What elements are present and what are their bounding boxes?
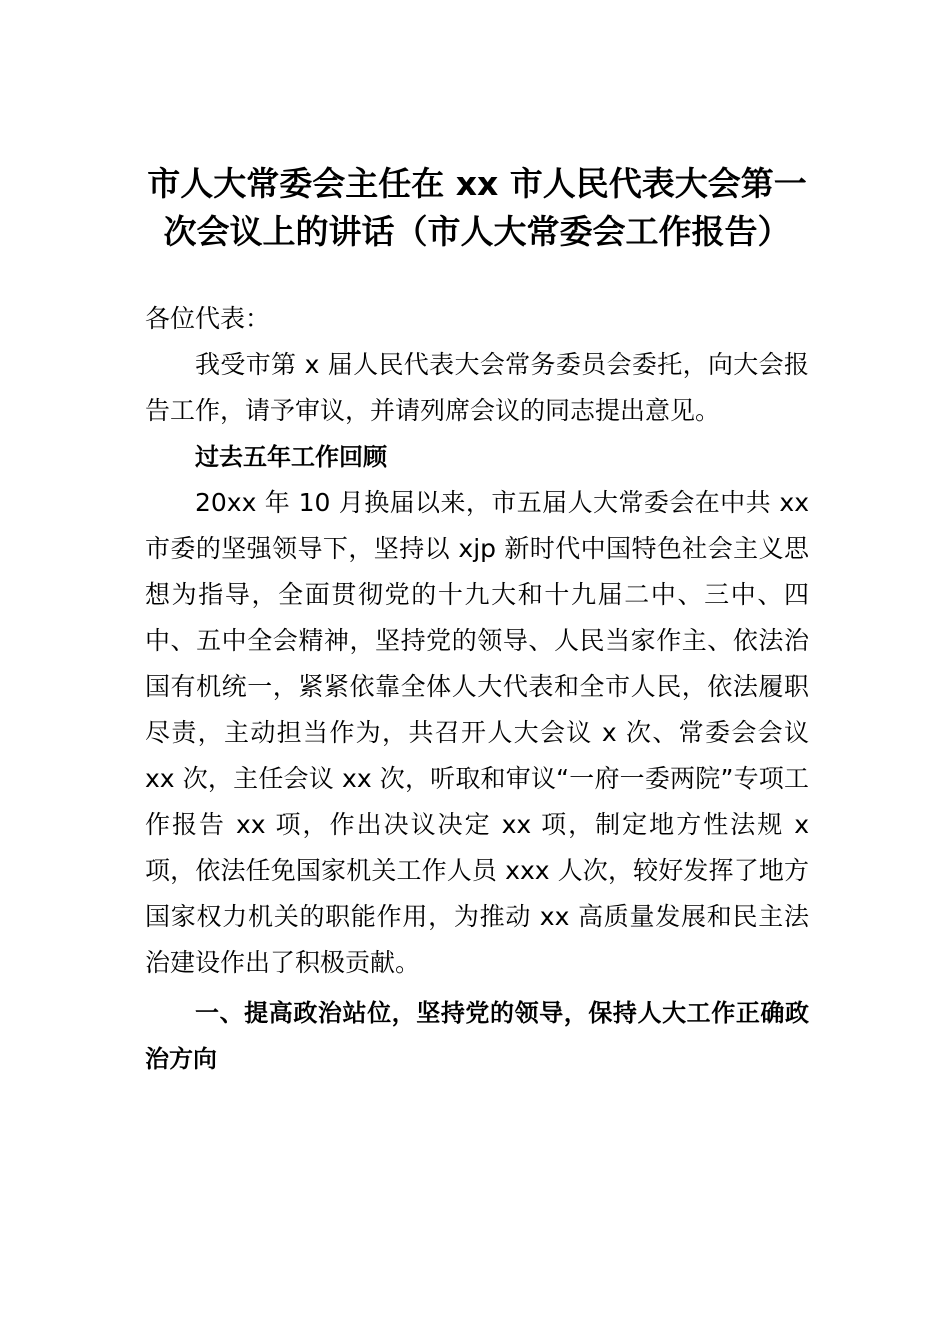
subheading-1: 一、提高政治站位，坚持党的领导，保持人大工作正确政治方向: [145, 999, 809, 1073]
document-body: [145, 160, 809, 1082]
review-paragraph: 20xx 年 10 月换届以来，市五届人大常委会在中共 xx 市委的坚强领导下，坚持以 xjp 新时代中国特色社会主义思想为指导，全面贯彻党的十九大和十九届二中、三中、四中、五中全会精神，坚持党的领导、人民当家作主、依法治国有机统一，紧紧依靠全体人大代表和全市人民，依法履职尽责，主动担当作为，共召开人大会议 x 次、常委会会议 xx 次，主任会议 xx 次，听取和审议“一府一委两院”专项工作报告 xx 项，作出决议决定 xx 项，制定地方性法规 x 项，依法任免国家机关工作人员 xxx 人次，较好发挥了地方国家权力机关的职能作用，为推动 xx 高质量发展和民主法治建设作出了积极贡献。: [145, 488, 809, 977]
document-title: 市人大常委会主任在 xx 市人民代表大会第一次会议上的讲话（市人大常委会工作报告）: [147, 164, 807, 251]
section-heading: 过去五年工作回顾: [195, 443, 387, 471]
intro-paragraph: 我受市第 x 届人民代表大会常务委员会委托，向大会报告工作，请予审议，并请列席会议的同志提出意见。: [145, 350, 809, 425]
salutation: 各位代表：: [145, 304, 271, 333]
